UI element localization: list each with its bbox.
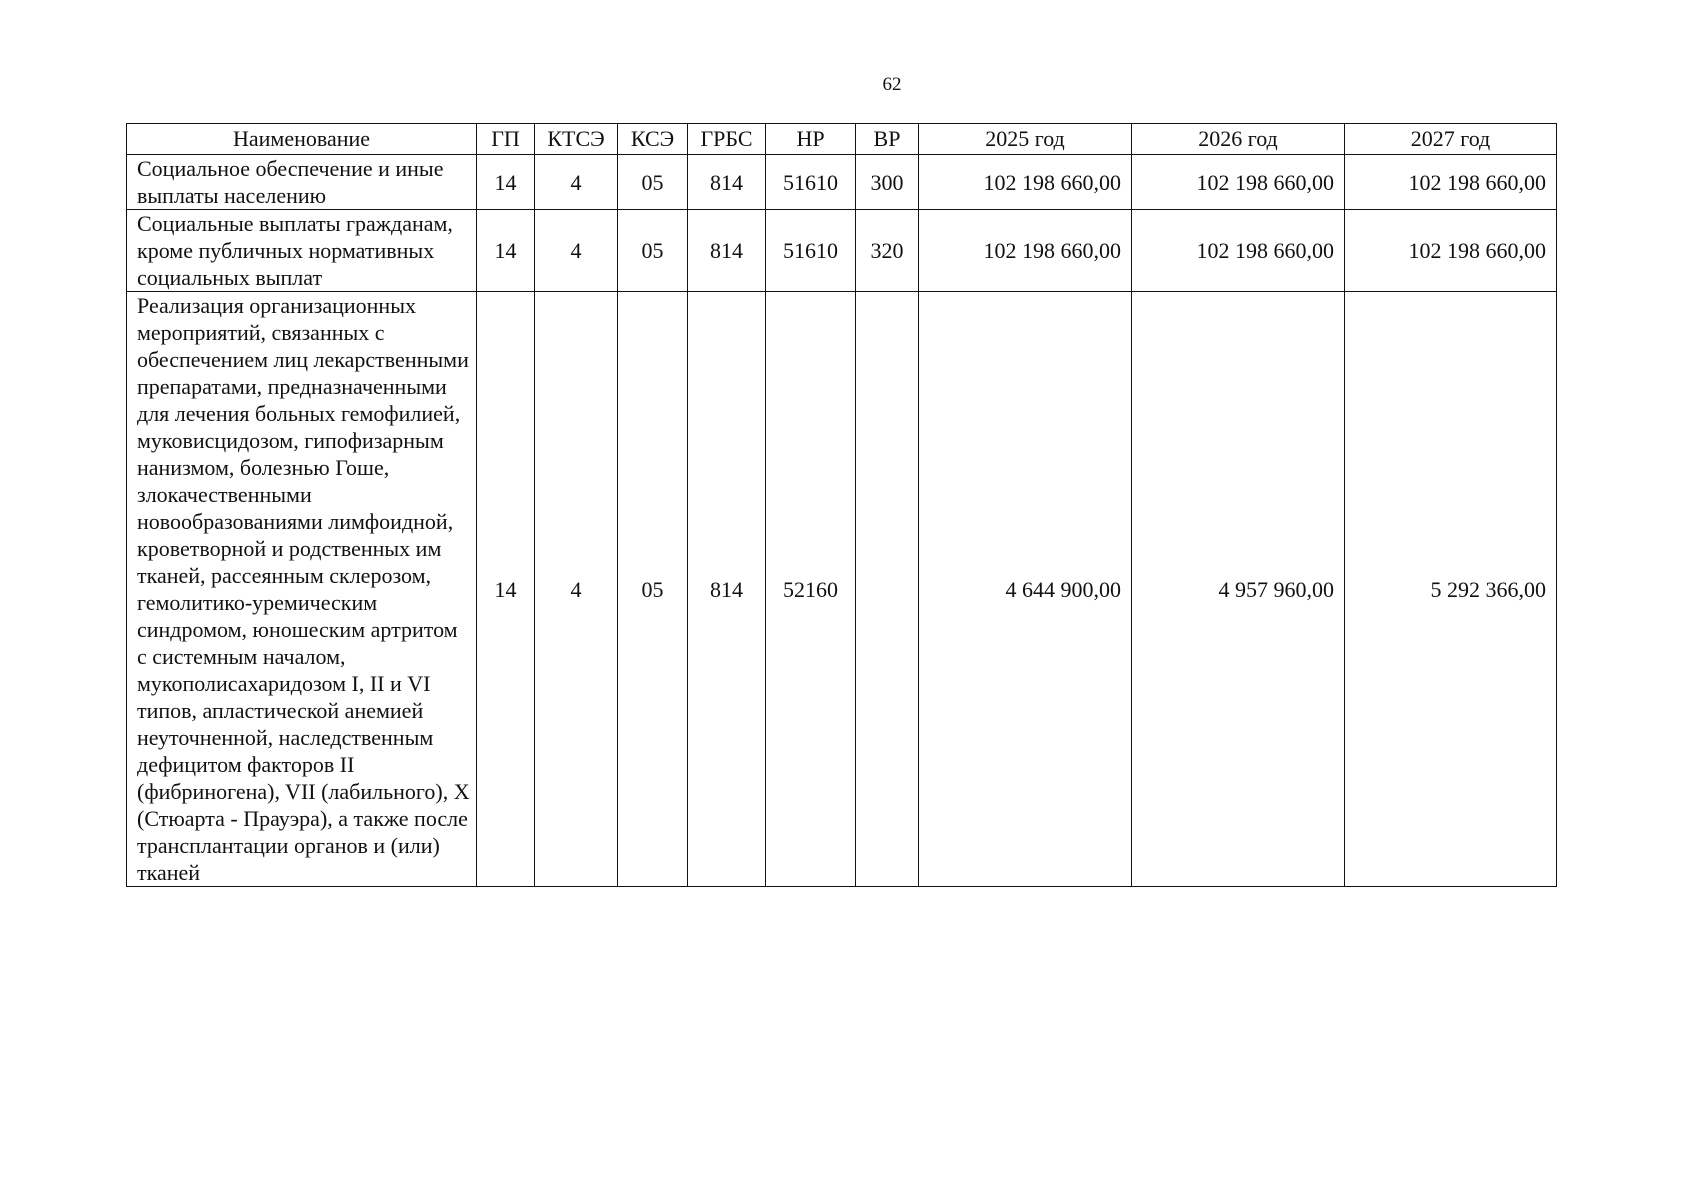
header-2027: 2027 год: [1345, 124, 1557, 155]
row-vr: 300: [856, 155, 919, 210]
header-2026: 2026 год: [1132, 124, 1345, 155]
row-nr: 52160: [766, 292, 856, 887]
row-grbs: 814: [688, 292, 766, 887]
row-gp: 14: [477, 210, 535, 292]
budget-table: [126, 123, 1557, 887]
row-nr: 51610: [766, 210, 856, 292]
row-ktse: 4: [535, 155, 618, 210]
header-ktse: КТСЭ: [535, 124, 618, 155]
row-gp: 14: [477, 292, 535, 887]
row-amount-2025: 102 198 660,00: [919, 155, 1132, 210]
row-grbs: 814: [688, 155, 766, 210]
header-name: Наименование: [127, 124, 477, 155]
header-gp: ГП: [477, 124, 535, 155]
row-vr: 320: [856, 210, 919, 292]
row-amount-2025: 102 198 660,00: [919, 210, 1132, 292]
row-name: Социальные выплаты гражданам, кроме публичных нормативных социальных выплат: [127, 210, 477, 292]
row-amount-2026: 102 198 660,00: [1132, 155, 1345, 210]
table-header-row: [127, 124, 1557, 155]
header-nr: НР: [766, 124, 856, 155]
row-amount-2027: 5 292 366,00: [1345, 292, 1557, 887]
row-amount-2027: 102 198 660,00: [1345, 210, 1557, 292]
row-amount-2026: 102 198 660,00: [1132, 210, 1345, 292]
header-2025: 2025 год: [919, 124, 1132, 155]
row-name: Социальное обеспечение и иные выплаты населению: [127, 155, 477, 210]
row-nr: 51610: [766, 155, 856, 210]
header-kse: КСЭ: [618, 124, 688, 155]
header-grbs: ГРБС: [688, 124, 766, 155]
row-amount-2027: 102 198 660,00: [1345, 155, 1557, 210]
row-grbs: 814: [688, 210, 766, 292]
row-kse: 05: [618, 155, 688, 210]
header-vr: ВР: [856, 124, 919, 155]
table-row: [127, 210, 1557, 292]
page-number: 62: [882, 74, 902, 95]
row-name: Реализация организационных мероприятий, связанных с обеспечением лиц лекарственными препаратами, предназначенными для лечения больных гемофилией, муковисцидозом, гипофизарным нанизмом, болезнью Гоше, злокачественными новообразованиями лимфоидной, кроветворной и родственных им тканей, рассеянным склерозом, гемолитико-уремическим синдромом, юношеским артритом с системным началом, мукополисахаридозом I, II и VI типов, апластической анемией неуточненной, наследственным дефицитом факторов II (фибриногена), VII (лабильного), X (Стюарта - Прауэра), а также после трансплантации органов и (или) тканей: [127, 292, 477, 887]
table-row: [127, 292, 1557, 887]
row-ktse: 4: [535, 292, 618, 887]
row-kse: 05: [618, 292, 688, 887]
row-ktse: 4: [535, 210, 618, 292]
table-row: [127, 155, 1557, 210]
row-gp: 14: [477, 155, 535, 210]
row-amount-2025: 4 644 900,00: [919, 292, 1132, 887]
row-vr: [856, 292, 919, 887]
row-kse: 05: [618, 210, 688, 292]
row-amount-2026: 4 957 960,00: [1132, 292, 1345, 887]
